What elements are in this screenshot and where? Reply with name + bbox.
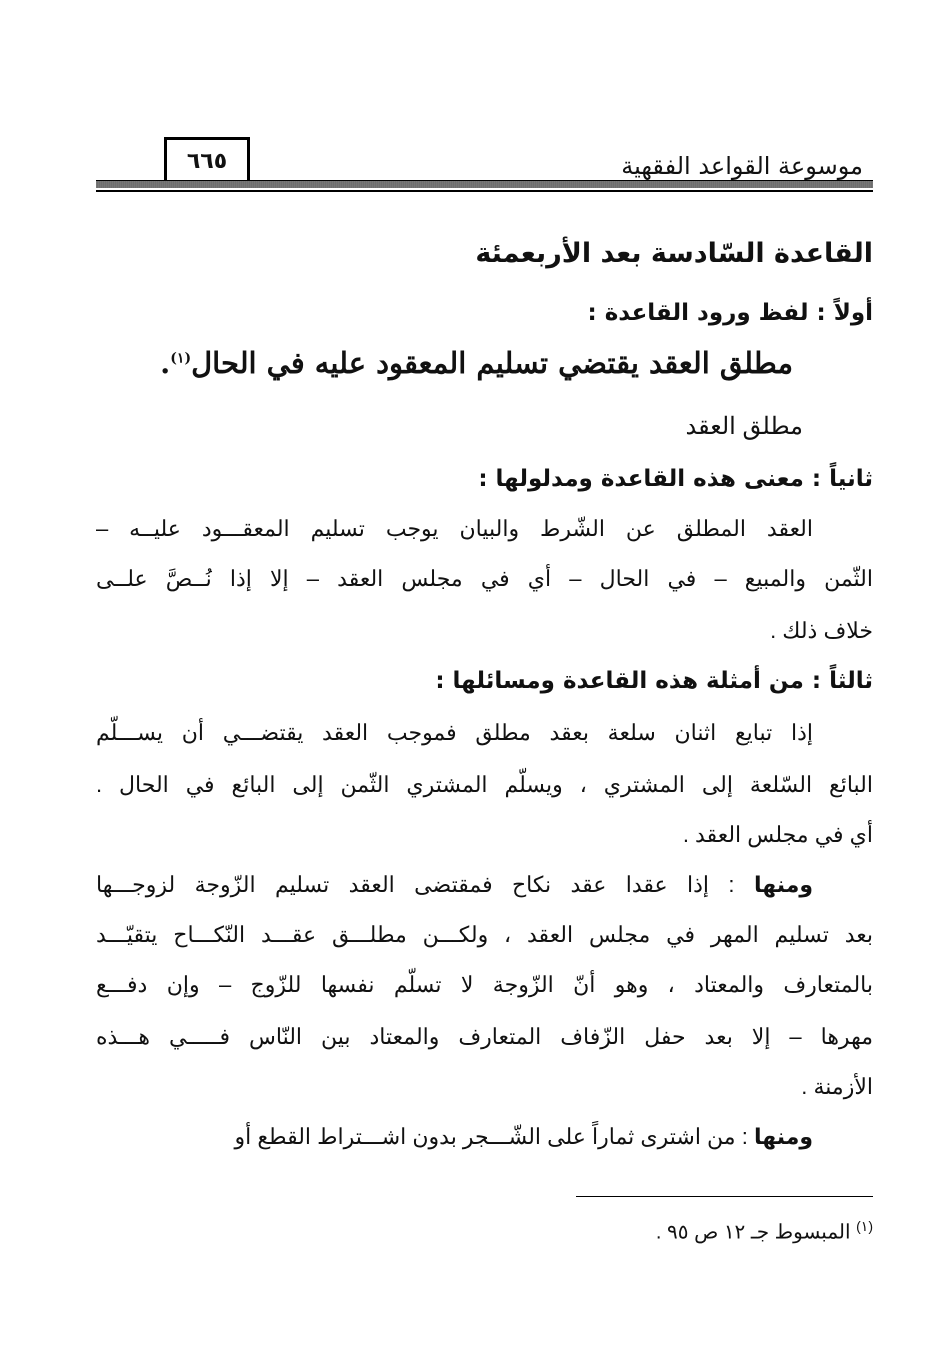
section2-line-2: الثّمن والمبيع – في الحال – أي في مجلس العقد – إلا إذا نُــصَّ علــى	[96, 566, 873, 591]
example2-line-3: بالمتعارف والمعتاد ، وهو أنّ الزّوجة لا تسلّم نفسها للزّوج – وإن دفـــع	[96, 972, 873, 997]
rule-statement-end: .	[160, 346, 171, 380]
example3-line-1-text: : من اشترى ثماراً على الشّـــجر بدون اشـــتراط القطع أو	[234, 1124, 754, 1149]
page-number: ٦٦٥	[164, 137, 250, 182]
example1-line-1: إذا تبايع اثنان سلعة بعقد مطلق فموجب العقد يقتضـــي أن يســـلّم	[96, 720, 813, 745]
example2-line-4: مهرها – إلا بعد حفل الزّفاف المتعارف والمعتاد بين النّاس فـــــي هـــذه	[96, 1024, 873, 1049]
section2-heading: ثانياً : معنى هذه القاعدة ومدلولها :	[478, 466, 873, 492]
rule-short-form: مطلق العقد	[685, 413, 803, 440]
example2-label: ومنها	[753, 873, 813, 898]
example2-line-1	[96, 872, 873, 898]
footnote-ref: (١)	[170, 350, 192, 367]
section1-heading: أولاً : لفظ ورود القاعدة :	[587, 300, 873, 326]
section3-heading: ثالثاً : من أمثلة هذه القاعدة ومسائلها :	[435, 668, 873, 694]
footnote-marker: (١)	[856, 1218, 873, 1234]
footnote-text: المبسوط جـ ١٢ ص ٩٥ .	[655, 1221, 851, 1244]
example2-line-1-text: : إذا عقدا عقد نكاح فمقتضى العقد تسليم الزّوجة لزوجـــها	[96, 872, 754, 897]
example2-line-5: الأزمنة .	[801, 1074, 873, 1099]
footnote-divider	[576, 1196, 873, 1197]
header-rule	[96, 180, 873, 188]
example1-line-2: البائع السّلعة إلى المشتري ، ويسلّم المشتري الثّمن إلى البائع في الحال .	[96, 772, 873, 797]
footnote	[656, 1218, 873, 1245]
header-rule-thin	[96, 190, 873, 192]
example1-line-3: أي في مجلس العقد .	[682, 822, 873, 847]
example3-line-1	[96, 1124, 873, 1150]
section2-line-1: العقد المطلق عن الشّرط والبيان يوجب تسليم المعقـــود عليــه –	[96, 516, 813, 541]
example2-line-2: بعد تسليم المهر في مجلس العقد ، ولكـــن مطلـــق عقـــد النّكـــاح يتقيّـــد	[96, 922, 873, 947]
rule-title: القاعدة السّادسة بعد الأربعمئة	[475, 238, 873, 269]
section2-line-3: خلاف ذلك .	[770, 618, 873, 643]
example3-label: ومنها	[753, 1125, 813, 1150]
page-header	[96, 132, 873, 202]
rule-statement-text: مطلق العقد يقتضي تسليم المعقود عليه في الحال	[191, 346, 793, 380]
rule-statement	[160, 346, 793, 380]
book-title: موسوعة القواعد الفقهية	[621, 152, 863, 180]
